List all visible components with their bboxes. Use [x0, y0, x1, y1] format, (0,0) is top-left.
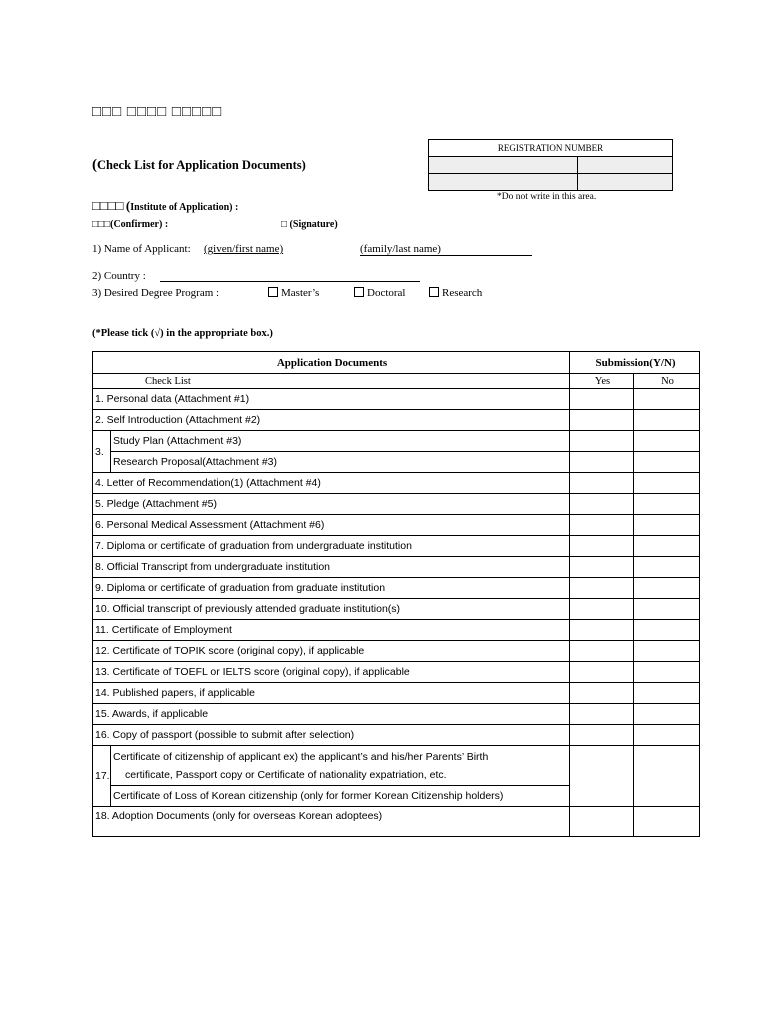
check-list-label: Check List [93, 374, 570, 389]
table-row [93, 557, 700, 578]
no-cell[interactable] [634, 410, 700, 431]
given-name-placeholder: (given/first name) [204, 243, 284, 255]
yes-cell[interactable] [570, 662, 634, 683]
table-row [93, 599, 700, 620]
yes-cell[interactable] [570, 494, 634, 515]
institute-korean: □□□□ [92, 198, 124, 213]
no-cell[interactable] [634, 389, 700, 410]
header-submission: Submission(Y/N) [570, 352, 700, 374]
confirmer-korean: □□□ [92, 219, 111, 230]
table-row [93, 683, 700, 704]
row-label: Certificate of Loss of Korean citizenship (only for former Korean Citizenship holders) [111, 786, 570, 807]
row-label: 5. Pledge (Attachment #5) [93, 494, 570, 515]
row-label: 18. Adoption Documents (only for overseas Korean adoptees) [93, 807, 570, 837]
table-row [93, 807, 700, 837]
no-cell[interactable] [634, 431, 700, 452]
checklist-table [92, 351, 700, 837]
name-label: 1) Name of Applicant: [92, 243, 191, 255]
row-label-line: certificate, Passport copy or Certificate of nationality expatriation, etc. [125, 768, 447, 781]
degree-option-label: Master’s [281, 287, 320, 299]
yes-cell[interactable] [570, 746, 634, 807]
no-header: No [634, 374, 700, 389]
table-row [93, 704, 700, 725]
given-name-input[interactable] [204, 243, 354, 255]
no-cell[interactable] [634, 725, 700, 746]
registration-cell [429, 174, 578, 191]
table-row [93, 431, 700, 452]
table-row [93, 662, 700, 683]
row-label: 6. Personal Medical Assessment (Attachment #6) [93, 515, 570, 536]
yes-cell[interactable] [570, 578, 634, 599]
family-name-placeholder: (family/last name) [360, 243, 441, 255]
row-label: 8. Official Transcript from undergraduate institution [93, 557, 570, 578]
checkbox-icon [429, 287, 439, 297]
table-row [93, 473, 700, 494]
registration-number-box [428, 139, 673, 191]
yes-cell[interactable] [570, 725, 634, 746]
table-row [93, 620, 700, 641]
no-cell[interactable] [634, 746, 700, 807]
page-title: (Check List for Application Documents) [92, 157, 306, 173]
row-number: 17. [93, 746, 111, 807]
no-cell[interactable] [634, 807, 700, 837]
table-row [93, 641, 700, 662]
yes-cell[interactable] [570, 452, 634, 473]
row-label-line: Certificate of citizenship of applicant ex) the applicant’s and his/her Parents’ Birth [113, 750, 489, 763]
yes-cell[interactable] [570, 599, 634, 620]
row-label: 16. Copy of passport (possible to submit after selection) [93, 725, 570, 746]
yes-cell[interactable] [570, 410, 634, 431]
header-documents: Application Documents [93, 352, 570, 374]
registration-cell [578, 157, 673, 174]
family-name-input[interactable] [360, 243, 532, 256]
signature-label: (Signature) [289, 219, 338, 230]
yes-cell[interactable] [570, 536, 634, 557]
no-cell[interactable] [634, 641, 700, 662]
table-row [93, 452, 700, 473]
row-label: 13. Certificate of TOEFL or IELTS score (original copy), if applicable [93, 662, 570, 683]
no-cell[interactable] [634, 578, 700, 599]
row-label: 14. Published papers, if applicable [93, 683, 570, 704]
row-label: 2. Self Introduction (Attachment #2) [93, 410, 570, 431]
degree-option-masters[interactable] [268, 287, 319, 299]
no-cell[interactable] [634, 620, 700, 641]
country-label: 2) Country : [92, 270, 146, 282]
no-cell[interactable] [634, 599, 700, 620]
no-cell[interactable] [634, 473, 700, 494]
yes-cell[interactable] [570, 431, 634, 452]
row-label: 9. Diploma or certificate of graduation from graduate institution [93, 578, 570, 599]
row-label: 12. Certificate of TOPIK score (original copy), if applicable [93, 641, 570, 662]
registration-note: *Do not write in this area. [497, 192, 597, 202]
degree-option-doctoral[interactable] [354, 287, 405, 299]
institute-label: Institute of Application) : [130, 202, 239, 213]
degree-label: 3) Desired Degree Program : [92, 287, 220, 299]
no-cell[interactable] [634, 452, 700, 473]
table-row [93, 746, 700, 786]
no-cell[interactable] [634, 683, 700, 704]
row-label [111, 746, 570, 786]
row-label: Study Plan (Attachment #3) [111, 431, 570, 452]
page-title-text: Check List for Application Documents [97, 158, 302, 172]
row-label: 4. Letter of Recommendation(1) (Attachment #4) [93, 473, 570, 494]
name-field [92, 243, 191, 255]
registration-cell [578, 174, 673, 191]
yes-cell[interactable] [570, 704, 634, 725]
yes-cell[interactable] [570, 389, 634, 410]
table-row [93, 410, 700, 431]
table-row [93, 725, 700, 746]
table-row [93, 515, 700, 536]
no-cell[interactable] [634, 494, 700, 515]
yes-cell[interactable] [570, 683, 634, 704]
row-label: 1. Personal data (Attachment #1) [93, 389, 570, 410]
yes-cell[interactable] [570, 515, 634, 536]
row-label: 10. Official transcript of previously attended graduate institution(s) [93, 599, 570, 620]
confirmer-label: (Confirmer) : [110, 219, 169, 230]
row-label: 7. Diploma or certificate of graduation from undergraduate institution [93, 536, 570, 557]
table-row [93, 389, 700, 410]
confirmer-line [92, 219, 168, 230]
no-cell[interactable] [634, 662, 700, 683]
yes-cell[interactable] [570, 473, 634, 494]
yes-cell[interactable] [570, 641, 634, 662]
country-input[interactable] [160, 281, 420, 282]
yes-cell[interactable] [570, 807, 634, 837]
no-cell[interactable] [634, 557, 700, 578]
registration-cell [429, 157, 578, 174]
checkbox-icon [268, 287, 278, 297]
no-cell[interactable] [634, 536, 700, 557]
yes-header: Yes [570, 374, 634, 389]
korean-title: □□□ □□□□ □□□□□ [92, 104, 223, 120]
no-cell[interactable] [634, 515, 700, 536]
yes-cell[interactable] [570, 557, 634, 578]
institute-line: □□□□ (Institute of Application) : [92, 198, 239, 213]
instruction: (*Please tick (√) in the appropriate box.) [92, 328, 273, 339]
table-row [93, 578, 700, 599]
row-label: Research Proposal(Attachment #3) [111, 452, 570, 473]
checkbox-icon [354, 287, 364, 297]
degree-option-research[interactable] [429, 287, 482, 299]
row-label: 15. Awards, if applicable [93, 704, 570, 725]
table-row [93, 494, 700, 515]
signature-line [281, 219, 338, 230]
signature-korean: □ [281, 219, 288, 230]
table-row [93, 536, 700, 557]
row-number: 3. [93, 431, 111, 473]
degree-option-label: Research [442, 287, 483, 299]
degree-option-label: Doctoral [367, 287, 406, 299]
no-cell[interactable] [634, 704, 700, 725]
registration-label: REGISTRATION NUMBER [429, 140, 673, 157]
yes-cell[interactable] [570, 620, 634, 641]
row-label: 11. Certificate of Employment [93, 620, 570, 641]
